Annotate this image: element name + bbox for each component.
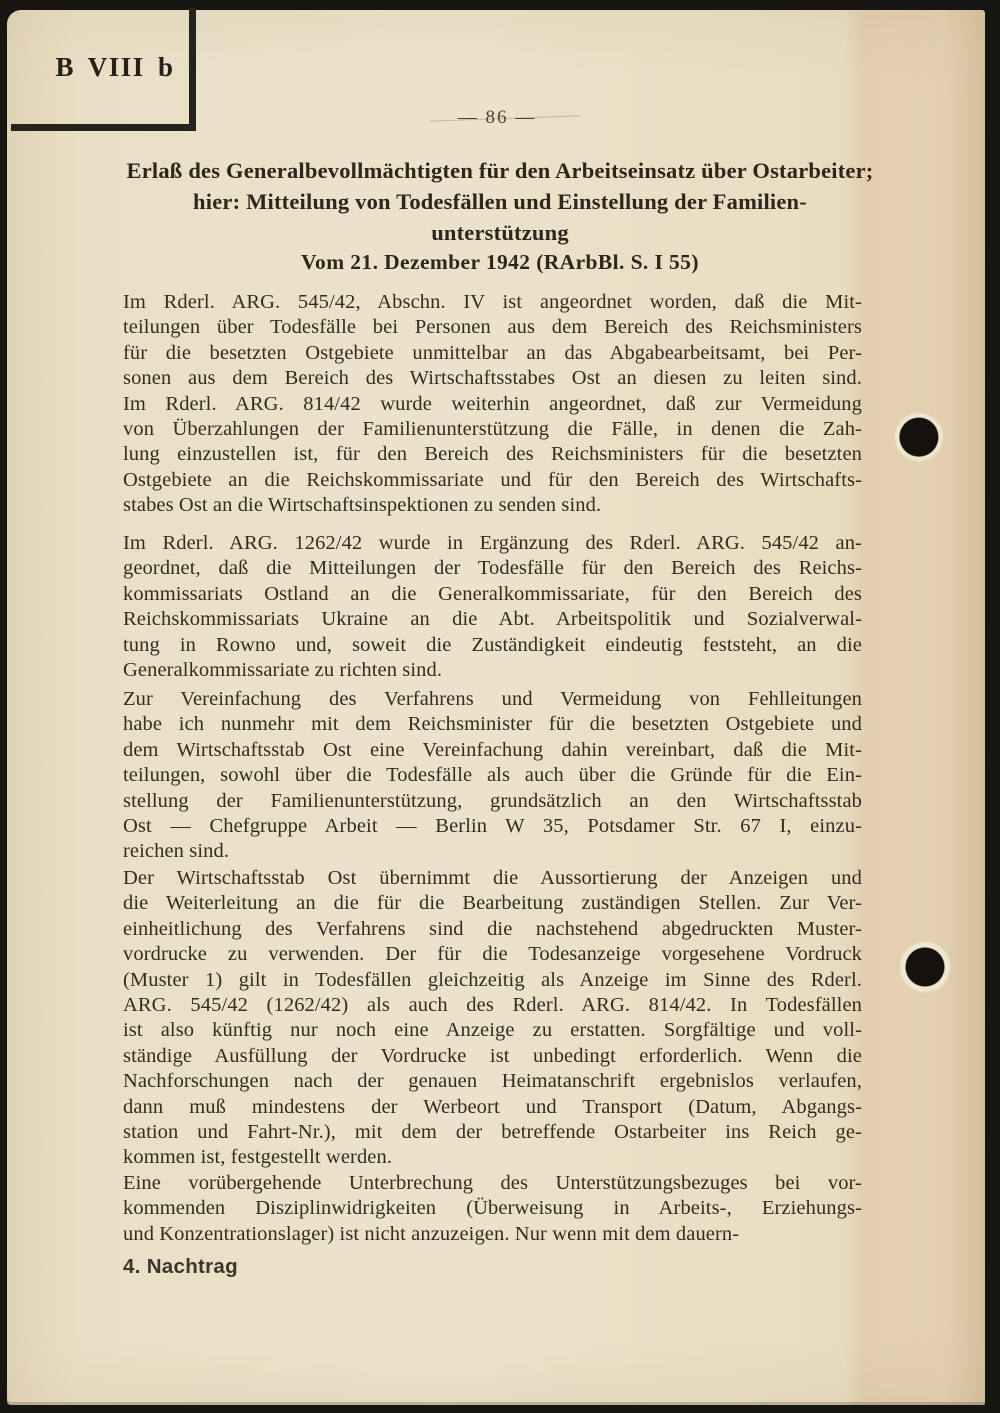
text-line: von Überzahlungen der Familienunterstützung die Fälle, in denen die Zah- [123, 418, 862, 441]
text-line: einheitlichung des Verfahrens sind die nachstehend abgedruckten Muster- [123, 917, 862, 940]
text-line: kommen ist, festgestellt werden. [123, 1146, 393, 1169]
text-line: stellung der Familienunterstützung, grundsätzlich an den Wirtschaftsstab [123, 789, 862, 812]
text-line: für die besetzten Ostgebiete unmittelbar an das Abgabearbeitsamt, bei Per- [123, 341, 862, 364]
paragraph-5 [123, 1171, 862, 1247]
date-line: Vom 21. Dezember 1942 (RArbBl. S. I 55) [301, 250, 699, 274]
text-line: ständige Ausfüllung der Vordrucke ist unbedingt erforderlich. Wenn die [123, 1044, 862, 1067]
text-line: Generalkommissariate zu richten sind. [123, 659, 443, 682]
text-line: lung einzustellen ist, für den Bereich des Reichsministers für die besetzten [123, 443, 862, 466]
text-line: vordrucke zu verwenden. Der für die Todesanzeige vorgesehene Vordruck [123, 943, 862, 966]
text-line: die Weiterleitung an die für die Bearbeitung zuständigen Stellen. Zur Ver- [123, 892, 862, 915]
text-line: tung in Rowno und, soweit die Zuständigkeit eindeutig feststeht, an die [123, 633, 862, 656]
text-line: kommissariats Ostland an die Generalkommissariate, für den Bereich des [123, 582, 862, 605]
paragraph-4 [123, 866, 862, 1171]
text-line: Nachforschungen nach der genauen Heimatanschrift ergebnislos verlaufen, [123, 1070, 862, 1093]
text-line: habe ich nunmehr mit dem Reichsminister für die besetzten Ostgebiete und [123, 713, 862, 736]
paragraph-1 [123, 290, 862, 519]
text-line: reichen sind. [123, 840, 230, 863]
text-line: Im Rderl. ARG. 1262/42 wurde in Ergänzung des Rderl. ARG. 545/42 an- [123, 532, 862, 554]
text-line: stabes Ost an die Wirtschaftsinspektionen zu senden sind. [123, 494, 602, 517]
text-line: dem Wirtschaftsstab Ost eine Vereinfachung dahin vereinbart, daß die Mit- [123, 738, 862, 761]
title-line-3: unterstützung [431, 219, 569, 245]
text-line: teilungen über Todesfälle bei Personen aus dem Bereich des Reichsministers [123, 316, 862, 339]
text-line: Eine vorübergehende Unterbrechung des Unterstützungsbezuges bei vor- [123, 1172, 862, 1194]
classification-label: B VIII b [55, 52, 175, 82]
text-line: Zur Vereinfachung des Verfahrens und Vermeidung von Fehlleitungen [123, 688, 862, 710]
title-line-2: hier: Mitteilung von Todesfällen und Einstellung der Familien- [193, 188, 807, 214]
text-line: ist also künftig nur noch eine Anzeige zu erstatten. Sorgfältige und voll- [123, 1019, 862, 1042]
text-line: ARG. 545/42 (1262/42) als auch des Rderl. ARG. 814/42. In Todesfällen [123, 994, 862, 1017]
text-line: sonen aus dem Bereich des Wirtschaftsstabes Ost an diesen zu leiten sind. [123, 367, 862, 390]
text-line: Im Rderl. ARG. 545/42, Abschn. IV ist angeordnet worden, daß die Mit- [123, 291, 862, 313]
page-number: — 86 — [457, 107, 537, 128]
text-line: Der Wirtschaftsstab Ost übernimmt die Aussortierung der Anzeigen und [123, 867, 862, 889]
footer-nachtrag-label: 4. Nachtrag [123, 1255, 238, 1278]
text-line: teilungen, sowohl über die Todesfälle als auch über die Gründe für die Ein- [123, 764, 862, 787]
text-line: Ostgebiete an die Reichskommissariate und für den Bereich des Wirtschafts- [123, 468, 862, 491]
text-line: station und Fahrt-Nr.), mit dem der betreffende Ostarbeiter ins Reich ge- [123, 1121, 862, 1144]
text-line: geordnet, daß die Mitteilungen der Todesfälle für den Bereich des Reichs- [123, 557, 862, 580]
document-title [100, 156, 900, 248]
text-line: kommenden Disziplinwidrigkeiten (Überweisung in Arbeits-, Erziehungs- [123, 1197, 862, 1220]
text-line: Reichskommissariats Ukraine an die Abt. Arbeitspolitik und Sozialverwal- [123, 608, 862, 631]
title-line-1: Erlaß des Generalbevollmächtigten für den Arbeitseinsatz über Ostarbeiter; [126, 158, 874, 183]
hole-punch-bottom [898, 940, 952, 994]
hole-punch-top [893, 409, 947, 463]
text-line: dann muß mindestens der Werbeort und Transport (Datum, Abgangs- [123, 1095, 862, 1118]
text-line: (Muster 1) gilt in Todesfällen gleichzeitig als Anzeige im Sinne des Rderl. [123, 968, 862, 991]
text-line: Im Rderl. ARG. 814/42 wurde weiterhin angeordnet, daß zur Vermeidung [123, 392, 862, 415]
text-line: und Konzentrationslager) ist nicht anzuzeigen. Nur wenn mit dem dauern- [123, 1222, 740, 1245]
paragraph-3 [123, 687, 862, 865]
text-line: Ost — Chefgruppe Arbeit — Berlin W 35, Potsdamer Str. 67 I, einzu- [123, 815, 862, 838]
paragraph-2 [123, 531, 862, 683]
